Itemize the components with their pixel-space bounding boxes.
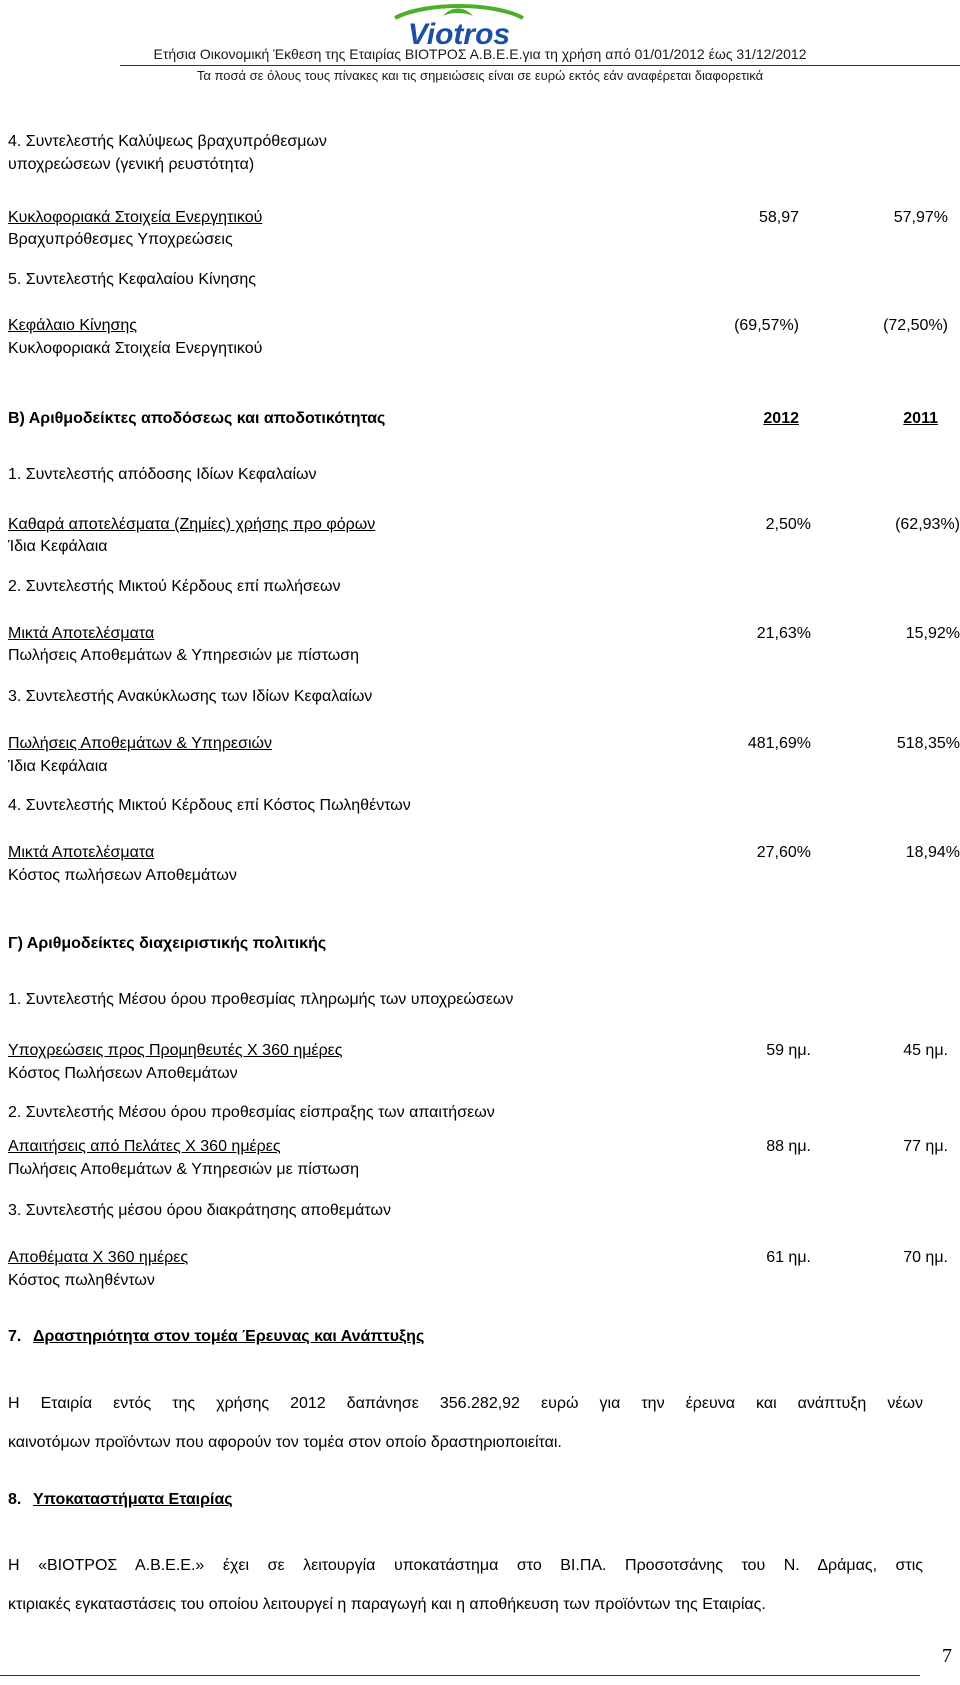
ratio-title: 2. Συντελεστής Μικτού Κέρδους επί πωλήσεων <box>8 578 341 595</box>
ratio-title: 1. Συντελεστής Μέσου όρου προθεσμίας πληρωμής των υποχρεώσεων <box>8 991 514 1008</box>
paragraph-line: Η «ΒΙΟΤΡΟΣ Α.Β.Ε.Ε.» έχει σε λειτουργία υποκατάστημα στο ΒΙ.ΠΑ. Προσοτσάνης του Ν. Δράμας, στις <box>8 1557 923 1574</box>
value-2012: 59 ημ. <box>766 1042 811 1059</box>
value-2012: 88 ημ. <box>766 1138 811 1155</box>
value-2011: 518,35% <box>896 735 960 752</box>
ratio-denominator: Ίδια Κεφάλαια <box>8 758 108 775</box>
year-header-2011: 2011 <box>903 410 938 427</box>
paragraph-line: Η Εταιρία εντός της χρήσης 2012 δαπάνησε 356.282,92 ευρώ για την έρευνα και ανάπτυξη νέων <box>8 1395 923 1412</box>
value-2012: (69,57%) <box>734 317 799 334</box>
value-2012: 61 ημ. <box>766 1249 811 1266</box>
ratio-numerator: Καθαρά αποτελέσματα (Ζημίες) χρήσης προ φόρων <box>8 516 376 533</box>
ratio-denominator: Κόστος πωλήσεων Αποθεμάτων <box>8 867 237 884</box>
paragraph-line: κτιριακές εγκαταστάσεις του οποίου λειτουργεί η παραγωγή και η αποθήκευση των προϊόντων της Εταιρίας. <box>8 1596 766 1613</box>
section-title: Υποκαταστήματα Εταιρίας <box>33 1491 233 1508</box>
value-2011: (72,50%) <box>883 317 948 334</box>
ratio-numerator: Πωλήσεις Αποθεμάτων & Υπηρεσιών <box>8 735 272 752</box>
footer-divider <box>0 1675 920 1676</box>
ratio-numerator: Υποχρεώσεις προς Προμηθευτές Χ 360 ημέρες <box>8 1042 343 1059</box>
ratio-denominator: Κυκλοφοριακά Στοιχεία Ενεργητικού <box>8 340 263 357</box>
ratio-numerator: Κυκλοφοριακά Στοιχεία Ενεργητικού <box>8 209 263 226</box>
ratio-denominator: Κόστος πωληθέντων <box>8 1272 155 1289</box>
ratio-title: 3. Συντελεστής Ανακύκλωσης των Ιδίων Κεφαλαίων <box>8 688 373 705</box>
ratio-numerator: Μικτά Αποτελέσματα <box>8 844 155 861</box>
ratio-title: 2. Συντελεστής Μέσου όρου προθεσμίας είσπραξης των απαιτήσεων <box>8 1104 495 1121</box>
value-2011: 15,92% <box>905 625 960 642</box>
value-2011: 18,94% <box>905 844 960 861</box>
report-title: Ετήσια Οικονομική Έκθεση της Εταιρίας ΒΙΟΤΡΟΣ Α.Β.Ε.Ε.για τη χρήση από 01/01/2012 έως 31/12/2012 <box>153 46 807 62</box>
ratio-numerator: Μικτά Αποτελέσματα <box>8 625 155 642</box>
ratio-denominator: Κόστος Πωλήσεων Αποθεμάτων <box>8 1065 238 1082</box>
ratio-title: 1. Συντελεστής απόδοσης Ιδίων Κεφαλαίων <box>8 466 317 483</box>
value-2012: 58,97 <box>758 209 799 226</box>
value-2011: 77 ημ. <box>903 1138 948 1155</box>
header-divider <box>120 65 960 66</box>
logo-text: Viotros <box>407 18 511 50</box>
section-number: 7. <box>8 1328 22 1345</box>
value-2012: 21,63% <box>756 625 811 642</box>
ratio-title: υποχρεώσεων (γενική ρευστότητα) <box>8 156 255 173</box>
year-header-2012: 2012 <box>763 410 799 427</box>
value-2011: (62,93%) <box>895 516 960 533</box>
ratio-numerator: Αποθέματα Χ 360 ημέρες <box>8 1249 189 1266</box>
ratio-title: 4. Συντελεστής Μικτού Κέρδους επί Κόστος Πωληθέντων <box>8 797 411 814</box>
page-number: 7 <box>942 1645 952 1667</box>
paragraph-line: καινοτόμων προϊόντων που αφορούν τον τομέα στον οποίο δραστηριοποιείται. <box>8 1434 562 1451</box>
value-2011: 70 ημ. <box>903 1249 948 1266</box>
value-2012: 2,50% <box>765 516 811 533</box>
viotros-logo <box>385 4 533 50</box>
ratio-numerator: Κεφάλαιο Κίνησης <box>8 317 137 334</box>
value-2012: 27,60% <box>756 844 811 861</box>
ratio-denominator: Πωλήσεις Αποθεμάτων & Υπηρεσιών με πίστωση <box>8 1161 360 1178</box>
section-heading: Β) Αριθμοδείκτες αποδόσεως και αποδοτικότητας <box>8 410 386 427</box>
section-title: Δραστηριότητα στον τομέα Έρευνας και Ανάπτυξης <box>33 1328 425 1345</box>
ratio-title: 4. Συντελεστής Καλύψεως βραχυπρόθεσμων <box>8 133 327 150</box>
section-number: 8. <box>8 1491 22 1508</box>
value-2011: 57,97% <box>893 209 948 226</box>
section-heading: Γ) Αριθμοδείκτες διαχειριστικής πολιτικής <box>8 935 327 952</box>
value-2011: 45 ημ. <box>903 1042 948 1059</box>
ratio-denominator: Βραχυπρόθεσμες Υποχρεώσεις <box>8 231 233 248</box>
value-2012: 481,69% <box>747 735 811 752</box>
ratio-denominator: Πωλήσεις Αποθεμάτων & Υπηρεσιών με πίστωση <box>8 647 360 664</box>
ratio-title: 5. Συντελεστής Κεφαλαίου Κίνησης <box>8 271 256 288</box>
ratio-title: 3. Συντελεστής μέσου όρου διακράτησης αποθεμάτων <box>8 1202 391 1219</box>
ratio-numerator: Απαιτήσεις από Πελάτες Χ 360 ημέρες <box>8 1138 281 1155</box>
ratio-denominator: Ίδια Κεφάλαια <box>8 538 108 555</box>
currency-note: Τα ποσά σε όλους τους πίνακες και τις σημειώσεις είναι σε ευρώ εκτός εάν αναφέρεται διαφορετικά <box>196 68 764 83</box>
